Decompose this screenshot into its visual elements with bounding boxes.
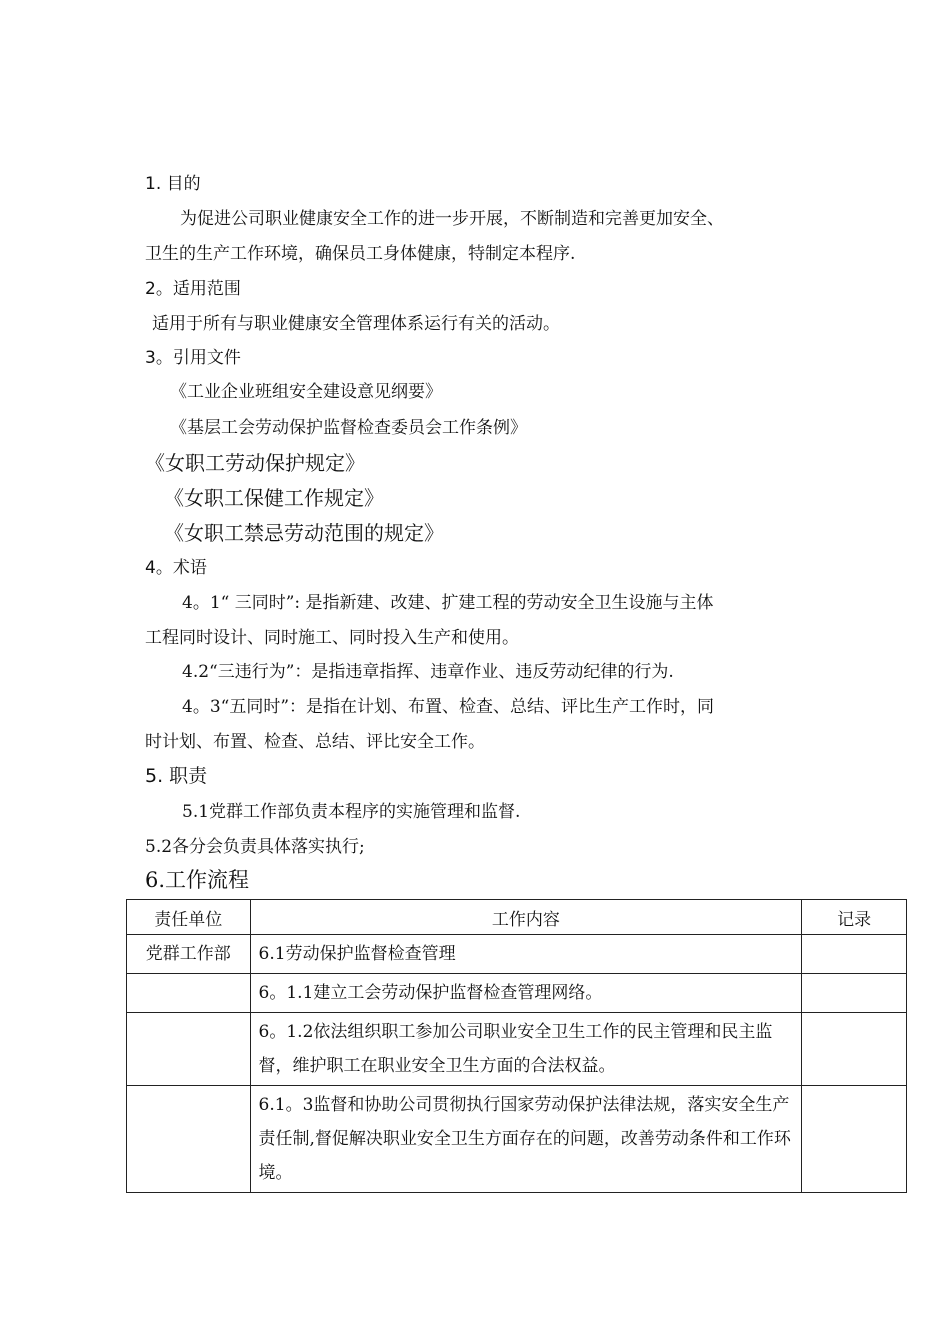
row-2-record: [802, 974, 907, 1013]
row-1-record: [802, 935, 907, 974]
row-3-content: 6。1.2依法组织职工参加公司职业安全卫生工作的民主管理和民主监督，维护职工在职业安全卫生方面的合法权益。: [250, 1013, 802, 1086]
section-1-paragraph-line-2: 卫生的生产工作环境，确保员工身体健康，特制定本程序.: [145, 244, 576, 264]
section-1-paragraph-line-1: 为促进公司职业健康安全工作的进一步开展，不断制造和完善更加安全、: [180, 209, 724, 229]
table-row: [127, 974, 907, 1013]
term-3-line-2: 时计划、布置、检查、总结、评比安全工作。: [145, 732, 485, 752]
header-content: 工作内容: [250, 900, 802, 935]
row-4-record: [802, 1086, 907, 1193]
table-header-row: [127, 900, 907, 935]
duty-2: 5.2各分会负责具体落实执行;: [145, 837, 365, 857]
reference-doc-1: 《工业企业班组安全建设意见纲要》: [170, 382, 442, 402]
row-2-content: 6。1.1建立工会劳动保护监督检查管理网络。: [250, 974, 802, 1013]
row-1-content: 6.1劳动保护监督检查管理: [250, 935, 802, 974]
term-3-line-1: 4。3“五同时”：是指在计划、布置、检查、总结、评比生产工作时，同: [182, 697, 715, 717]
term-2: 4.2“三违行为”：是指违章指挥、违章作业、违反劳动纪律的行为.: [182, 662, 674, 682]
row-2-unit: [127, 974, 251, 1013]
header-record: 记录: [802, 900, 907, 935]
duty-1: 5.1党群工作部负责本程序的实施管理和监督.: [182, 802, 521, 822]
section-2-paragraph: 适用于所有与职业健康安全管理体系运行有关的活动。: [152, 314, 560, 334]
section-2-title: 2。适用范围: [145, 279, 241, 299]
section-3-title: 3。引用文件: [145, 348, 241, 368]
reference-doc-5: 《女职工禁忌劳动范围的规定》: [164, 521, 444, 545]
reference-doc-3: 《女职工劳动保护规定》: [145, 451, 365, 475]
header-unit: 责任单位: [127, 900, 251, 935]
section-1-title: 1. 目的: [145, 174, 201, 194]
reference-doc-4: 《女职工保健工作规定》: [164, 486, 384, 510]
section-5-title: 5. 职责: [145, 765, 208, 787]
reference-doc-2: 《基层工会劳动保护监督检查委员会工作条例》: [170, 418, 527, 438]
term-1-line-1: 4。1“ 三同时”: 是指新建、改建、扩建工程的劳动安全卫生设施与主体: [182, 593, 714, 613]
section-4-title: 4。术语: [145, 558, 207, 578]
row-3-unit: [127, 1013, 251, 1086]
row-4-unit: [127, 1086, 251, 1193]
section-6-title: 6.工作流程: [145, 868, 250, 892]
workflow-table: [126, 899, 907, 1193]
term-1-line-2: 工程同时设计、同时施工、同时投入生产和使用。: [145, 628, 519, 648]
row-3-record: [802, 1013, 907, 1086]
table-row: [127, 935, 907, 974]
row-1-unit: 党群工作部: [127, 935, 251, 974]
table-row: [127, 1086, 907, 1193]
table-row: [127, 1013, 907, 1086]
row-4-content: 6.1。3监督和协助公司贯彻执行国家劳动保护法律法规，落实安全生产责任制,督促解决职业安全卫生方面存在的问题，改善劳动条件和工作环境。: [250, 1086, 802, 1193]
